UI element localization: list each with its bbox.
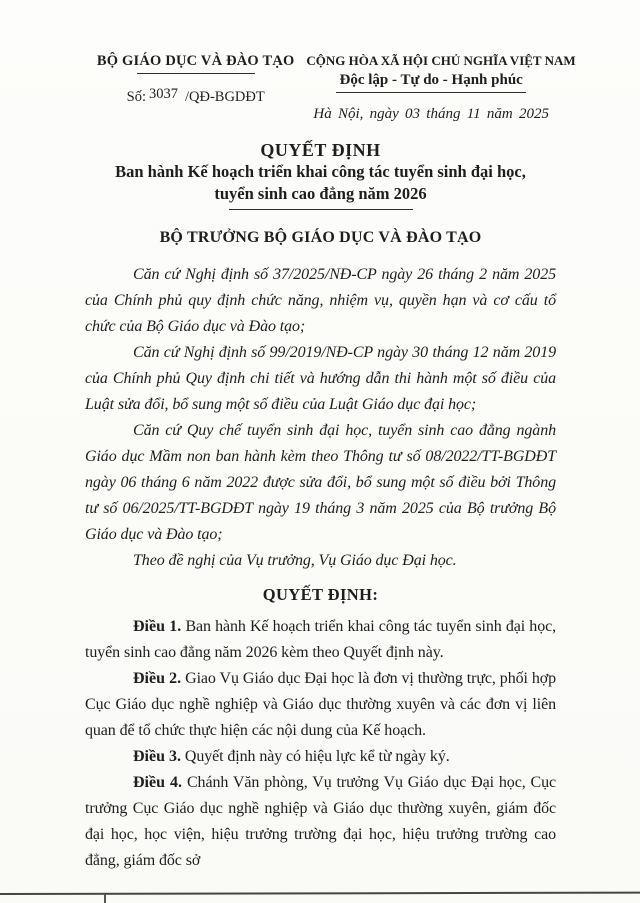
page-bottom-edge (0, 892, 640, 895)
article-4-label: Điều 4. (133, 774, 183, 791)
article-1-label: Điều 1. (133, 618, 182, 635)
document-number-value: 3037 (148, 86, 178, 102)
document-subtitle-line1: Ban hành Kế hoạch triển khai công tác tuyển sinh đại học, (115, 162, 526, 181)
national-motto-line1: CỘNG HÒA XÃ HỘI CHỦ NGHĨA VIỆT NAM (306, 53, 576, 68)
document-title: QUYẾT ĐỊNH (260, 140, 381, 160)
subtitle-underline (229, 209, 413, 210)
document-header (85, 52, 576, 123)
header-left-block (85, 52, 306, 123)
date-place-line: Hà Nội, ngày 03 tháng 11 năm 2025 (313, 106, 549, 122)
document-number (85, 86, 306, 106)
preamble-paragraph: Căn cứ Nghị định số 99/2019/NĐ-CP ngày 30 tháng 12 năm 2019 của Chính phủ Quy định chi tiết và hướng dẫn thi hành một số điều của Luật sửa đổi, bổ sung một số điều của Luật Giáo dục đại học; (85, 344, 556, 413)
article-1 (85, 614, 556, 666)
article-2-label: Điều 2. (133, 670, 182, 687)
ministry-name: BỘ GIÁO DỤC VÀ ĐÀO TẠO (96, 53, 295, 69)
document-subtitle-line2: tuyển sinh cao đẳng năm 2026 (214, 184, 427, 203)
decision-heading: QUYẾT ĐỊNH: (262, 585, 379, 604)
preamble-paragraph: Căn cứ Nghị định số 37/2025/NĐ-CP ngày 26 tháng 2 năm 2025 của Chính phủ quy định chức năng, nhiệm vụ, quyền hạn và cơ cấu tổ chức của Bộ Giáo dục và Đào tạo; (85, 266, 556, 335)
ministry-underline (137, 73, 255, 74)
article-1-text: Ban hành Kế hoạch triển khai công tác tuyển sinh đại học, tuyển sinh cao đẳng năm 2026 kèm theo Quyết định này. (85, 618, 557, 661)
document-number-label: Số: (126, 89, 146, 105)
title-block (85, 139, 556, 248)
issuing-authority: BỘ TRƯỞNG BỘ GIÁO DỤC VÀ ĐÀO TẠO (159, 229, 482, 246)
article-4-text: Chánh Văn phòng, Vụ trưởng Vụ Giáo dục Đại học, Cục trưởng Cục Giáo dục nghề nghiệp và Giáo dục thường xuyên, giám đốc đại học, học viện, hiệu trưởng trường đại học, hiệu trưởng trường cao đẳng, giám đốc sở (85, 774, 557, 869)
document-number-suffix: /QĐ-BGDĐT (184, 89, 265, 105)
header-right-block (306, 52, 576, 123)
article-2-text: Giao Vụ Giáo dục Đại học là đơn vị thường trực, phối hợp Cục Giáo dục nghề nghiệp và Giáo dục thường xuyên và các đơn vị liên quan để tổ chức thực hiện các nội dung của Kế hoạch. (85, 670, 557, 739)
article-3-label: Điều 3. (133, 748, 181, 765)
preamble-paragraph: Căn cứ Quy chế tuyển sinh đại học, tuyển sinh cao đẳng ngành Giáo dục Mầm non ban hành kèm theo Thông tư số 08/2022/TT-BGDĐT ngày 06 tháng 6 năm 2022 được sửa đổi, bổ sung một số điều bởi Thông tư số 06/2025/TT-BGDĐT ngày 19 tháng 3 năm 2025 của Bộ trưởng Bộ Giáo dục và Đào tạo; (85, 422, 556, 543)
article-4 (85, 770, 556, 874)
national-motto-line2: Độc lập - Tự do - Hạnh phúc (336, 71, 525, 93)
article-3-text: Quyết định này có hiệu lực kể từ ngày ký. (181, 748, 450, 765)
preamble-paragraph: Theo đề nghị của Vụ trưởng, Vụ Giáo dục Đại học. (133, 552, 457, 569)
article-2 (85, 666, 556, 744)
page-bottom-tick (104, 894, 106, 903)
article-3 (85, 744, 556, 770)
document-body (85, 262, 556, 874)
